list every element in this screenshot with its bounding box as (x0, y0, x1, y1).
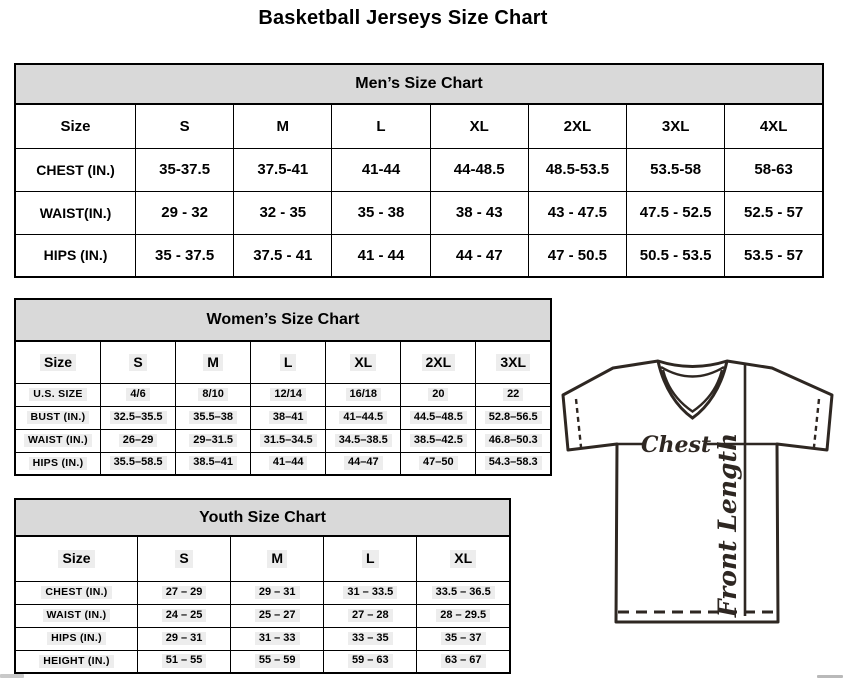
size-value-cell: 8/10 (176, 383, 251, 406)
column-header-2xl: 2XL (401, 341, 476, 383)
size-value-cell: 41-44 (332, 148, 430, 191)
column-header-2xl: 2XL (528, 104, 626, 148)
row-label: WAIST (IN.) (15, 429, 101, 452)
size-value-cell: 63 – 67 (417, 650, 510, 673)
size-value-cell: 38 - 43 (430, 191, 528, 234)
column-header-m: M (176, 341, 251, 383)
column-header-3xl: 3XL (627, 104, 725, 148)
size-value-cell: 35.5–58.5 (101, 452, 176, 475)
size-row-height-in (15, 650, 510, 673)
row-label: HIPS (IN.) (15, 234, 136, 277)
youth-chart-header: Youth Size Chart (14, 498, 511, 535)
size-row-u-s-size (15, 383, 551, 406)
column-header-3xl: 3XL (476, 341, 551, 383)
size-value-cell: 41–44.5 (326, 406, 401, 429)
womens-table-body (15, 383, 551, 475)
row-label: U.S. SIZE (15, 383, 101, 406)
size-value-cell: 48.5-53.5 (528, 148, 626, 191)
column-header-xl: XL (417, 536, 510, 581)
size-value-cell: 43 - 47.5 (528, 191, 626, 234)
size-row-hips-in (15, 627, 510, 650)
size-value-cell: 29 – 31 (231, 581, 324, 604)
row-label: HEIGHT (IN.) (15, 650, 138, 673)
row-label: CHEST (IN.) (15, 148, 136, 191)
row-label: BUST (IN.) (15, 406, 101, 429)
column-header-size: Size (15, 104, 136, 148)
size-value-cell: 29 - 32 (136, 191, 234, 234)
size-value-cell: 35 - 37.5 (136, 234, 234, 277)
size-row-chest-in (15, 581, 510, 604)
size-value-cell: 38.5–42.5 (401, 429, 476, 452)
size-value-cell: 50.5 - 53.5 (627, 234, 725, 277)
size-value-cell: 32.5–35.5 (101, 406, 176, 429)
size-value-cell: 26–29 (101, 429, 176, 452)
size-value-cell: 47–50 (401, 452, 476, 475)
size-value-cell: 27 – 28 (324, 604, 417, 627)
column-header-l: L (332, 104, 430, 148)
column-header-s: S (138, 536, 231, 581)
womens-chart-header: Women’s Size Chart (14, 298, 552, 340)
size-row-waist-in (15, 429, 551, 452)
mens-size-chart (14, 63, 824, 278)
size-value-cell: 28 – 29.5 (417, 604, 510, 627)
size-value-cell: 44–47 (326, 452, 401, 475)
column-header-l: L (324, 536, 417, 581)
size-value-cell: 44.5–48.5 (401, 406, 476, 429)
size-value-cell: 31 – 33 (231, 627, 324, 650)
row-label: HIPS (IN.) (15, 452, 101, 475)
column-header-xl: XL (326, 341, 401, 383)
front-length-measure-label: Front Length (713, 432, 742, 618)
size-value-cell: 53.5 - 57 (725, 234, 823, 277)
size-value-cell: 38–41 (251, 406, 326, 429)
size-value-cell: 37.5-41 (234, 148, 332, 191)
size-value-cell: 35 – 37 (417, 627, 510, 650)
size-value-cell: 59 – 63 (324, 650, 417, 673)
jersey-outline-shape (563, 361, 832, 622)
header-row (15, 104, 823, 148)
size-value-cell: 37.5 - 41 (234, 234, 332, 277)
size-value-cell: 54.3–58.3 (476, 452, 551, 475)
size-value-cell: 51 – 55 (138, 650, 231, 673)
row-label: CHEST (IN.) (15, 581, 138, 604)
mens-table-head (15, 104, 823, 148)
jersey-diagram (559, 358, 840, 630)
size-value-cell: 31.5–34.5 (251, 429, 326, 452)
youth-size-chart (14, 498, 511, 674)
youth-size-table (14, 535, 511, 674)
column-header-s: S (136, 104, 234, 148)
row-label: WAIST(IN.) (15, 191, 136, 234)
header-row (15, 341, 551, 383)
size-row-chest-in (15, 148, 823, 191)
youth-table-body (15, 581, 510, 673)
row-label: HIPS (IN.) (15, 627, 138, 650)
column-header-m: M (231, 536, 324, 581)
column-header-size: Size (15, 341, 101, 383)
size-value-cell: 35 - 38 (332, 191, 430, 234)
size-row-bust-in (15, 406, 551, 429)
size-value-cell: 27 – 29 (138, 581, 231, 604)
mens-chart-header: Men’s Size Chart (14, 63, 824, 103)
size-value-cell: 53.5-58 (627, 148, 725, 191)
size-value-cell: 12/14 (251, 383, 326, 406)
size-value-cell: 55 – 59 (231, 650, 324, 673)
size-value-cell: 29–31.5 (176, 429, 251, 452)
womens-size-table (14, 340, 552, 476)
size-value-cell: 33 – 35 (324, 627, 417, 650)
size-value-cell: 31 – 33.5 (324, 581, 417, 604)
size-row-waist-in (15, 604, 510, 627)
column-header-s: S (101, 341, 176, 383)
size-value-cell: 35-37.5 (136, 148, 234, 191)
column-header-m: M (234, 104, 332, 148)
page-title: Basketball Jerseys Size Chart (258, 7, 548, 29)
size-value-cell: 47 - 50.5 (528, 234, 626, 277)
row-label: WAIST (IN.) (15, 604, 138, 627)
womens-size-chart (14, 298, 552, 476)
size-value-cell: 41 - 44 (332, 234, 430, 277)
column-header-4xl: 4XL (725, 104, 823, 148)
size-value-cell: 38.5–41 (176, 452, 251, 475)
mens-size-table (14, 103, 824, 278)
size-value-cell: 25 – 27 (231, 604, 324, 627)
column-header-l: L (251, 341, 326, 383)
size-value-cell: 44-48.5 (430, 148, 528, 191)
size-value-cell: 16/18 (326, 383, 401, 406)
chest-measure-label: Chest (640, 432, 712, 458)
size-value-cell: 22 (476, 383, 551, 406)
size-value-cell: 35.5–38 (176, 406, 251, 429)
mens-table-body (15, 148, 823, 277)
size-value-cell: 44 - 47 (430, 234, 528, 277)
header-row (15, 536, 510, 581)
size-value-cell: 52.5 - 57 (725, 191, 823, 234)
horizontal-scrollbar-fragment-right[interactable] (817, 675, 843, 678)
size-value-cell: 58-63 (725, 148, 823, 191)
size-row-waist-in (15, 191, 823, 234)
womens-table-head (15, 341, 551, 383)
size-row-hips-in (15, 452, 551, 475)
size-value-cell: 46.8–50.3 (476, 429, 551, 452)
size-value-cell: 33.5 – 36.5 (417, 581, 510, 604)
horizontal-scrollbar-fragment-left[interactable] (0, 674, 24, 678)
size-value-cell: 34.5–38.5 (326, 429, 401, 452)
size-value-cell: 52.8–56.5 (476, 406, 551, 429)
youth-table-head (15, 536, 510, 581)
column-header-size: Size (15, 536, 138, 581)
column-header-xl: XL (430, 104, 528, 148)
size-value-cell: 20 (401, 383, 476, 406)
size-value-cell: 47.5 - 52.5 (627, 191, 725, 234)
size-value-cell: 29 – 31 (138, 627, 231, 650)
size-value-cell: 4/6 (101, 383, 176, 406)
size-value-cell: 41–44 (251, 452, 326, 475)
size-row-hips-in (15, 234, 823, 277)
size-value-cell: 24 – 25 (138, 604, 231, 627)
size-value-cell: 32 - 35 (234, 191, 332, 234)
